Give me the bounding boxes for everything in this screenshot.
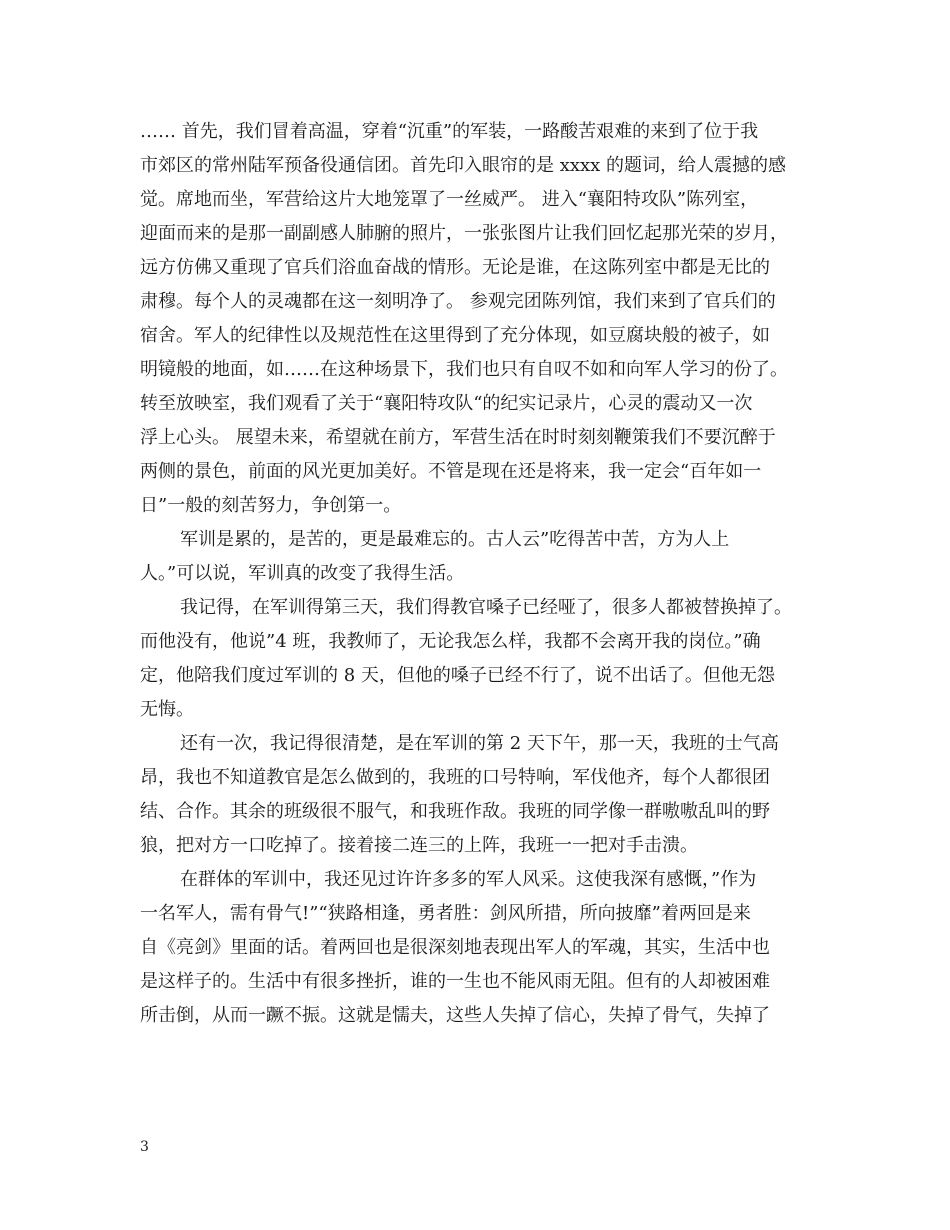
text-line: 自《亮剑》里面的话。着两回也是很深刻地表现出军人的军魂，其实，生活中也 [140,937,770,958]
text-line: 宿舍。军人的纪律性以及规范性在这里得到了充分体现，如豆腐块般的被子，如 [140,325,770,346]
text-line: 觉。席地而坐，军营给这片大地笼罩了一丝威严。 进入“襄阳特攻队”陈列室， [140,189,759,210]
body-text [140,115,812,1033]
text-line: 市郊区的常州陆军预备役通信团。首先印入眼帘的是 xxxx 的题词，给人震撼的感 [140,155,787,176]
text-line: 一名军人，需有骨气!”“狭路相逢，勇者胜：剑风所措，所向披靡”着两回是来 [140,903,751,924]
text-line: 定，他陪我们度过军训的 8 天，但他的嗓子已经不行了，说不出话了。但他无怨 [140,665,775,686]
text-line: 昂，我也不知道教官是怎么做到的，我班的口号特响，军伐他齐，每个人都很团 [140,767,770,788]
text-line: 是这样子的。生活中有很多挫折，谁的一生也不能风雨无阻。但有的人却被困难 [140,971,770,992]
text-line: …… 首先，我们冒着高温，穿着“沉重”的军装，一路酸苦艰难的来到了位于我 [140,121,759,142]
text-line: 人。”可以说，军训真的改变了我得生活。 [140,563,465,584]
text-line: 无悔。 [140,699,194,720]
text-line: 还有一次，我记得很清楚，是在军训的第 2 天下午，那一天，我班的士气高 [180,733,779,754]
text-line: 肃穆。每个人的灵魂都在这一刻明净了。 参观完团陈列馆，我们来到了官兵们的 [140,291,776,312]
text-line: 明镜般的地面，如……在这种场景下，我们也只有自叹不如和向军人学习的份了。 [140,359,788,380]
text-line: 我记得，在军训得第三天，我们得教官嗓子已经哑了，很多人都被替换掉了。 [180,597,792,618]
text-line: 在群体的军训中，我还见过许许多多的军人风采。这使我深有感慨，”作为 [180,869,757,890]
text-line: 转至放映室，我们观看了关于“襄阳特攻队“的纪实记录片，心灵的震动又一次 [140,393,753,414]
text-line: 远方仿佛又重现了官兵们浴血奋战的情形。无论是谁，在这陈列室中都是无比的 [140,257,770,278]
text-line: 浮上心头。 展望未来，希望就在前方，军营生活在时时刻刻鞭策我们不要沉醉于 [140,427,776,448]
text-line: 军训是累的，是苦的，更是最难忘的。古人云”吃得苦中苦，方为人上 [180,529,730,550]
page-number: 3 [140,1139,149,1155]
text-line: 迎面而来的是那一副副感人肺腑的照片，一张张图片让我们回忆起那光荣的岁月， [140,223,788,244]
text-line: 而他没有，他说”4 班，我教师了，无论我怎么样，我都不会离开我的岗位。”确 [140,631,761,652]
text-line: 日”一般的刻苦努力，争创第一。 [140,495,402,516]
text-line: 狼，把对方一口吃掉了。接着接二连三的上阵，我班一一把对手击溃。 [140,835,698,856]
text-line: 所击倒，从而一蹶不振。这就是懦夫，这些人失掉了信心，失掉了骨气，失掉了 [140,1005,770,1026]
text-line: 两侧的景色，前面的风光更加美好。不管是现在还是将来，我一定会“百年如一 [140,461,762,482]
text-line: 结、合作。其余的班级很不服气，和我班作敌。我班的同学像一群嗷嗷乱叫的野 [140,801,770,822]
